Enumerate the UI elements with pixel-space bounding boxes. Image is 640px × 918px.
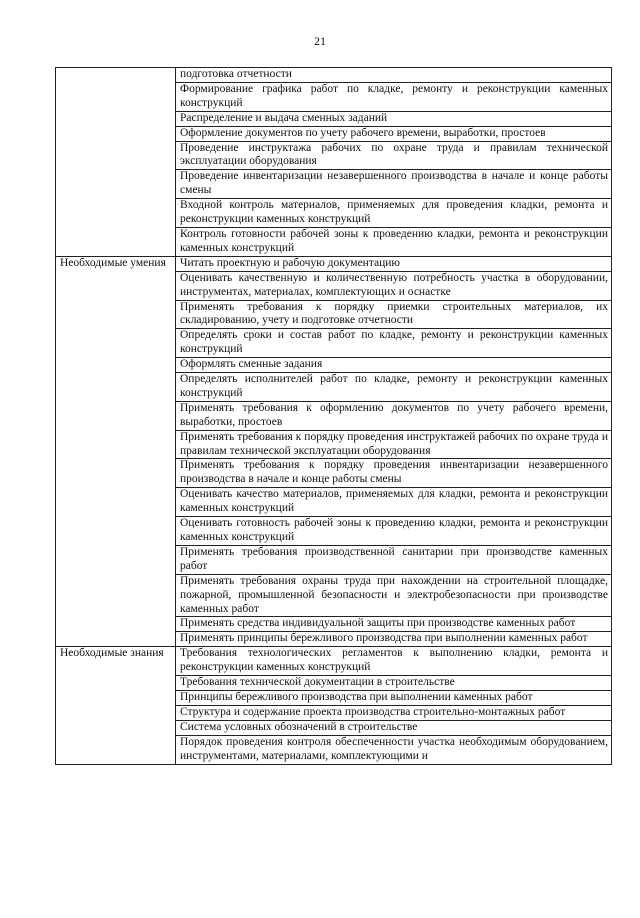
requirement-item: Структура и содержание проекта производства строительно-монтажных работ [176,705,612,720]
page-number: 21 [314,34,326,48]
requirements-table [55,67,612,765]
requirement-item: Применять требования к порядку приемки строительных материалов, их складированию, учету и подготовке отчетности [176,300,612,329]
section-label: Необходимые умения [56,256,176,646]
requirement-item: Требования технической документации в строительстве [176,676,612,691]
requirement-item: Оценивать качественную и количественную потребность участка в оборудовании, инструментах, материалах, комплектующих и оснастке [176,271,612,300]
requirement-item: Читать проектную и рабочую документацию [176,256,612,271]
requirement-item: Распределение и выдача сменных заданий [176,111,612,126]
section-label [56,68,176,257]
requirement-item: Оценивать качество материалов, применяемых для кладки, ремонта и реконструкции каменных конструкций [176,488,612,517]
requirement-item: Принципы бережливого производства при выполнении каменных работ [176,690,612,705]
requirement-item: Контроль готовности рабочей зоны к проведению кладки, ремонта и реконструкции каменных конструкций [176,227,612,256]
requirement-item: Применять требования к порядку проведения инструктажей рабочих по охране труда и правилам технической эксплуатации оборудования [176,430,612,459]
requirement-item: Оформление документов по учету рабочего времени, выработки, простоев [176,126,612,141]
requirement-item: Формирование графика работ по кладке, ремонту и реконструкции каменных конструкций [176,82,612,111]
requirements-table-body [56,68,612,765]
table-row [56,68,612,83]
requirement-item: Применять требования к порядку проведения инвентаризации незавершенного производства в начале и конце работы смены [176,459,612,488]
table-row [56,256,612,271]
requirement-item: Оценивать готовность рабочей зоны к проведению кладки, ремонта и реконструкции каменных конструкций [176,517,612,546]
requirement-item: Входной контроль материалов, применяемых для проведения кладки, ремонта и реконструкции каменных конструкций [176,199,612,228]
requirement-item: Система условных обозначений в строительстве [176,720,612,735]
requirement-item: подготовка отчетности [176,68,612,83]
requirement-item: Применять требования к оформлению документов по учету рабочего времени, выработки, простоев [176,401,612,430]
requirement-item: Применять требования охраны труда при нахождении на строительной площадке, пожарной, промышленной безопасности и электробезопасности при производстве каменных работ [176,574,612,617]
requirement-item: Применять требования производственной санитарии при производстве каменных работ [176,545,612,574]
section-label: Необходимые знания [56,647,176,764]
requirement-item: Определять сроки и состав работ по кладке, ремонту и реконструкции каменных конструкций [176,329,612,358]
table-row [56,647,612,676]
requirement-item: Применять средства индивидуальной защиты при производстве каменных работ [176,617,612,632]
requirement-item: Проведение инвентаризации незавершенного производства в начале и конце работы смены [176,170,612,199]
requirement-item: Применять принципы бережливого производства при выполнении каменных работ [176,632,612,647]
requirement-item: Проведение инструктажа рабочих по охране труда и правилам технической эксплуатации оборудования [176,141,612,170]
requirement-item: Порядок проведения контроля обеспеченности участка необходимым оборудованием, инструментами, материалами, комплектующими и [176,735,612,764]
requirement-item: Оформлять сменные задания [176,358,612,373]
requirement-item: Требования технологических регламентов к выполнению кладки, ремонта и реконструкции каменных конструкций [176,647,612,676]
requirement-item: Определять исполнителей работ по кладке, ремонту и реконструкции каменных конструкций [176,373,612,402]
